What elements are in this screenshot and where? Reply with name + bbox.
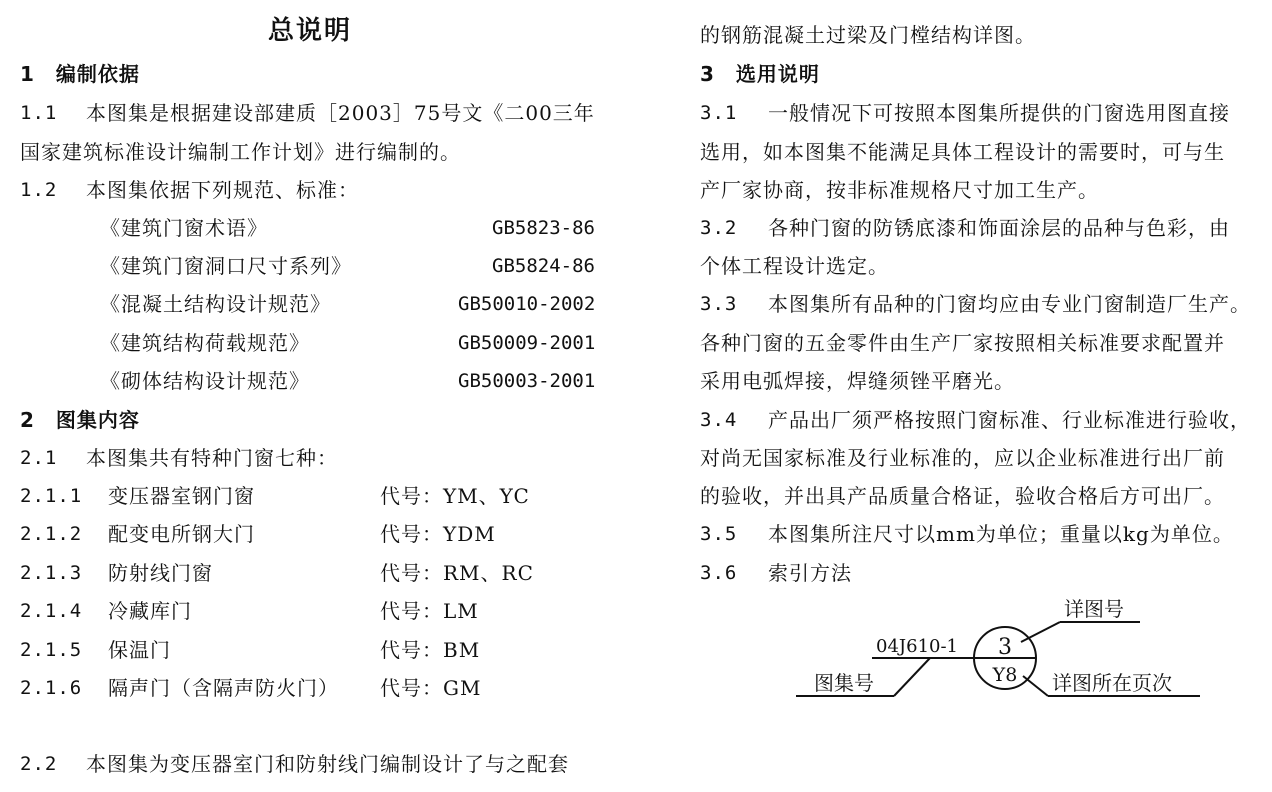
para-3-5-number: 3.5 bbox=[700, 523, 738, 545]
para-1-1-line2: 国家建筑标准设计编制工作计划》进行编制的。 bbox=[20, 140, 461, 164]
item-name: 配变电所钢大门 bbox=[108, 522, 255, 546]
page-title: 总说明 bbox=[268, 16, 353, 46]
standard-code: GB50003-2001 bbox=[458, 370, 596, 392]
item-code: 代号：YDM bbox=[380, 522, 496, 546]
para-3-4-line3: 的验收，并出具产品质量合格证，验收合格后方可出厂。 bbox=[700, 484, 1225, 508]
para-1-2-number: 1.2 bbox=[20, 179, 58, 201]
para-3-3-line3: 采用电弧焊接，焊缝须锉平磨光。 bbox=[700, 369, 1015, 393]
section-3-heading: 3 选用说明 bbox=[700, 62, 820, 86]
item-code: 代号：RM、RC bbox=[380, 561, 534, 585]
para-3-2-line1: 各种门窗的防锈底漆和饰面涂层的品种与色彩，由 bbox=[768, 216, 1230, 240]
standard-name: 《建筑门窗术语》 bbox=[100, 216, 268, 240]
para-2-1-number: 2.1 bbox=[20, 447, 58, 469]
para-3-3-line2: 各种门窗的五金零件由生产厂家按照相关标准要求配置并 bbox=[700, 331, 1225, 355]
detail-leader bbox=[1021, 622, 1060, 642]
item-number: 2.1.2 bbox=[20, 523, 83, 545]
para-3-4-line2: 对尚无国家标准及行业标准的，应以企业标准进行出厂前 bbox=[700, 446, 1225, 470]
item-name: 变压器室钢门窗 bbox=[108, 484, 255, 508]
para-2-1-text: 本图集共有特种门窗七种： bbox=[86, 446, 338, 470]
item-name: 冷藏库门 bbox=[108, 599, 192, 623]
standard-name: 《建筑门窗洞口尺寸系列》 bbox=[100, 254, 352, 278]
item-number: 2.1.5 bbox=[20, 639, 83, 661]
para-1-1-line1: 本图集是根据建设部建质［2003］75号文《二00三年 bbox=[86, 101, 595, 125]
standard-name: 《混凝土结构设计规范》 bbox=[100, 292, 331, 316]
item-number: 2.1.4 bbox=[20, 600, 83, 622]
item-number: 2.1.1 bbox=[20, 485, 83, 507]
para-3-4-number: 3.4 bbox=[700, 409, 738, 431]
para-3-1-line2: 选用，如本图集不能满足具体工程设计的需要时，可与生 bbox=[700, 140, 1225, 164]
para-3-6-text: 索引方法 bbox=[768, 561, 852, 585]
item-name: 隔声门（含隔声防火门） bbox=[108, 676, 339, 700]
standard-code: GB50010-2002 bbox=[458, 293, 596, 315]
para-3-2-number: 3.2 bbox=[700, 217, 738, 239]
para-3-1-number: 3.1 bbox=[700, 102, 738, 124]
page-number-label: 详图所在页次 bbox=[1052, 671, 1172, 695]
item-code: 代号：LM bbox=[380, 599, 479, 623]
detail-number-label: 详图号 bbox=[1064, 597, 1124, 621]
atlas-leader bbox=[894, 658, 930, 696]
index-method-diagram bbox=[790, 590, 1210, 710]
standard-code: GB5823-86 bbox=[492, 217, 595, 239]
para-3-5-text: 本图集所注尺寸以mm为单位；重量以kg为单位。 bbox=[768, 522, 1234, 546]
item-code: 代号：YM、YC bbox=[380, 484, 530, 508]
item-code: 代号：GM bbox=[380, 676, 482, 700]
item-code: 代号：BM bbox=[380, 638, 481, 662]
item-name: 防射线门窗 bbox=[108, 561, 213, 585]
para-2-2-text: 本图集为变压器室门和防射线门编制设计了与之配套 bbox=[86, 752, 569, 776]
para-3-3-line1: 本图集所有品种的门窗均应由专业门窗制造厂生产。 bbox=[768, 292, 1251, 316]
para-1-1-number: 1.1 bbox=[20, 102, 58, 124]
para-3-1-line1: 一般情况下可按照本图集所提供的门窗选用图直接 bbox=[768, 101, 1230, 125]
continued-line: 的钢筋混凝土过梁及门樘结构详图。 bbox=[700, 23, 1036, 47]
item-name: 保温门 bbox=[108, 638, 171, 662]
para-3-6-number: 3.6 bbox=[700, 562, 738, 584]
para-3-2-line2: 个体工程设计选定。 bbox=[700, 254, 889, 278]
circle-detail-number: 3 bbox=[998, 635, 1012, 660]
para-3-4-line1: 产品出厂须严格按照门窗标准、行业标准进行验收， bbox=[768, 408, 1251, 432]
standard-name: 《建筑结构荷载规范》 bbox=[100, 331, 310, 355]
standard-code: GB5824-86 bbox=[492, 255, 595, 277]
standard-code: GB50009-2001 bbox=[458, 332, 596, 354]
page-leader bbox=[1023, 676, 1048, 696]
standard-name: 《砌体结构设计规范》 bbox=[100, 369, 310, 393]
para-1-2-text: 本图集依据下列规范、标准： bbox=[86, 178, 359, 202]
circle-page-number: Y8 bbox=[992, 664, 1018, 686]
atlas-code: 04J610-1 bbox=[876, 636, 959, 657]
para-3-1-line3: 产厂家协商，按非标准规格尺寸加工生产。 bbox=[700, 178, 1099, 202]
section-2-heading: 2 图集内容 bbox=[20, 408, 140, 432]
item-number: 2.1.3 bbox=[20, 562, 83, 584]
para-3-3-number: 3.3 bbox=[700, 293, 738, 315]
section-1-heading: 1 编制依据 bbox=[20, 62, 140, 86]
para-2-2-number: 2.2 bbox=[20, 753, 58, 775]
atlas-number-label: 图集号 bbox=[814, 671, 874, 695]
item-number: 2.1.6 bbox=[20, 677, 83, 699]
